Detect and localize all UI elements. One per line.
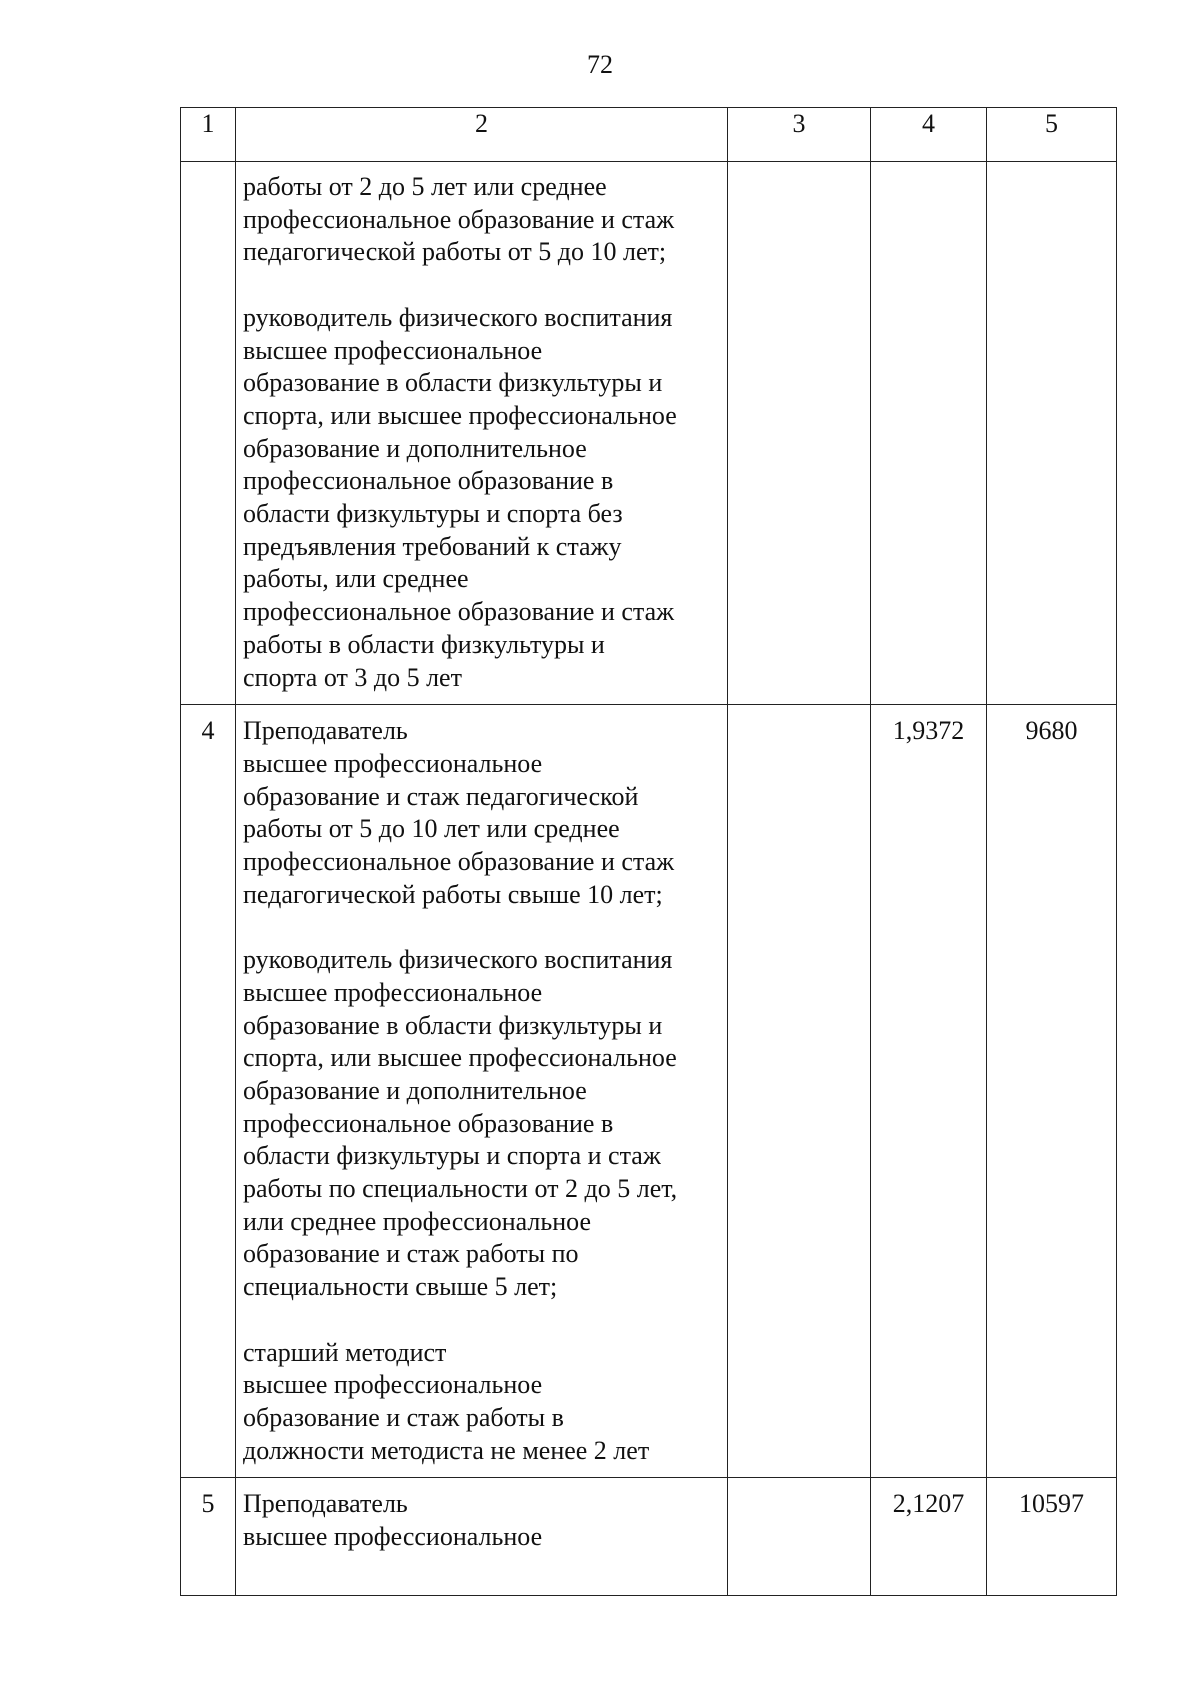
qualification-paragraph — [243, 171, 721, 269]
text-line: работы, или среднее — [243, 564, 469, 594]
qualification-cell — [236, 162, 728, 705]
text-line: старший методист — [243, 1337, 447, 1367]
text-line: спорта от 3 до 5 лет — [243, 662, 462, 692]
text-line: высшее профессиональное — [243, 748, 543, 778]
row-number-cell: 4 — [181, 705, 236, 1478]
qualification-paragraph — [243, 1488, 721, 1553]
text-line: образование и стаж работы в — [243, 1402, 564, 1432]
coefficient-cell — [871, 162, 987, 705]
column-header: 1 — [181, 108, 236, 162]
column-header: 2 — [236, 108, 728, 162]
text-line: работы по специальности от 2 до 5 лет, — [243, 1174, 678, 1204]
text-line: высшее профессиональное — [243, 1370, 543, 1400]
col3-cell — [728, 705, 871, 1478]
text-line: образование и дополнительное — [243, 433, 587, 463]
text-line: образование и стаж педагогической — [243, 781, 639, 811]
text-line: образование и стаж работы по — [243, 1239, 579, 1269]
column-header: 5 — [987, 108, 1117, 162]
text-line: профессиональное образование в — [243, 1108, 614, 1138]
text-line: педагогической работы от 5 до 10 лет; — [243, 237, 667, 267]
column-header: 3 — [728, 108, 871, 162]
text-line: области физкультуры и спорта без — [243, 499, 623, 529]
text-line: Преподаватель — [243, 716, 408, 746]
text-line: высшее профессиональное — [243, 977, 543, 1007]
text-line: должности методиста не менее 2 лет — [243, 1435, 650, 1465]
text-line: или среднее профессиональное — [243, 1206, 591, 1236]
text-line: специальности свыше 5 лет; — [243, 1272, 558, 1302]
qualification-paragraph — [243, 302, 721, 694]
text-line: образование в области физкультуры и — [243, 368, 663, 398]
text-line: спорта, или высшее профессиональное — [243, 400, 677, 430]
qualification-paragraph — [243, 715, 721, 911]
qualification-paragraph — [243, 1337, 721, 1468]
row-number-cell — [181, 162, 236, 705]
table-row — [181, 162, 1117, 705]
table-row — [181, 1478, 1117, 1596]
text-line: профессиональное образование и стаж — [243, 597, 675, 627]
text-line: работы от 5 до 10 лет или среднее — [243, 814, 620, 844]
text-line: руководитель физического воспитания — [243, 302, 673, 332]
text-line: профессиональное образование и стаж — [243, 204, 675, 234]
text-line: работы в области физкультуры и — [243, 629, 605, 659]
text-line: образование и дополнительное — [243, 1075, 587, 1105]
table-row — [181, 705, 1117, 1478]
column-header: 4 — [871, 108, 987, 162]
col3-cell — [728, 162, 871, 705]
qualification-paragraph — [243, 944, 721, 1304]
row-number-cell: 5 — [181, 1478, 236, 1596]
table-header-row — [181, 108, 1117, 162]
salary-cell: 9680 — [987, 705, 1117, 1478]
coefficient-cell: 1,9372 — [871, 705, 987, 1478]
qualification-cell — [236, 1478, 728, 1596]
text-line: высшее профессиональное — [243, 335, 543, 365]
text-line: профессиональное образование в — [243, 466, 614, 496]
text-line: Преподаватель — [243, 1489, 408, 1519]
text-line: области физкультуры и спорта и стаж — [243, 1141, 661, 1171]
salary-cell: 10597 — [987, 1478, 1117, 1596]
col3-cell — [728, 1478, 871, 1596]
salary-table — [180, 107, 1117, 1596]
text-line: предъявления требований к стажу — [243, 531, 622, 561]
text-line: педагогической работы свыше 10 лет; — [243, 879, 663, 909]
page-number: 72 — [587, 50, 613, 79]
salary-cell — [987, 162, 1117, 705]
text-line: образование в области физкультуры и — [243, 1010, 663, 1040]
coefficient-cell: 2,1207 — [871, 1478, 987, 1596]
text-line: профессиональное образование и стаж — [243, 847, 675, 877]
text-line: работы от 2 до 5 лет или среднее — [243, 172, 607, 201]
text-line: спорта, или высшее профессиональное — [243, 1043, 677, 1073]
text-line: высшее профессиональное — [243, 1522, 543, 1552]
text-line: руководитель физического воспитания — [243, 945, 673, 975]
qualification-cell — [236, 705, 728, 1478]
